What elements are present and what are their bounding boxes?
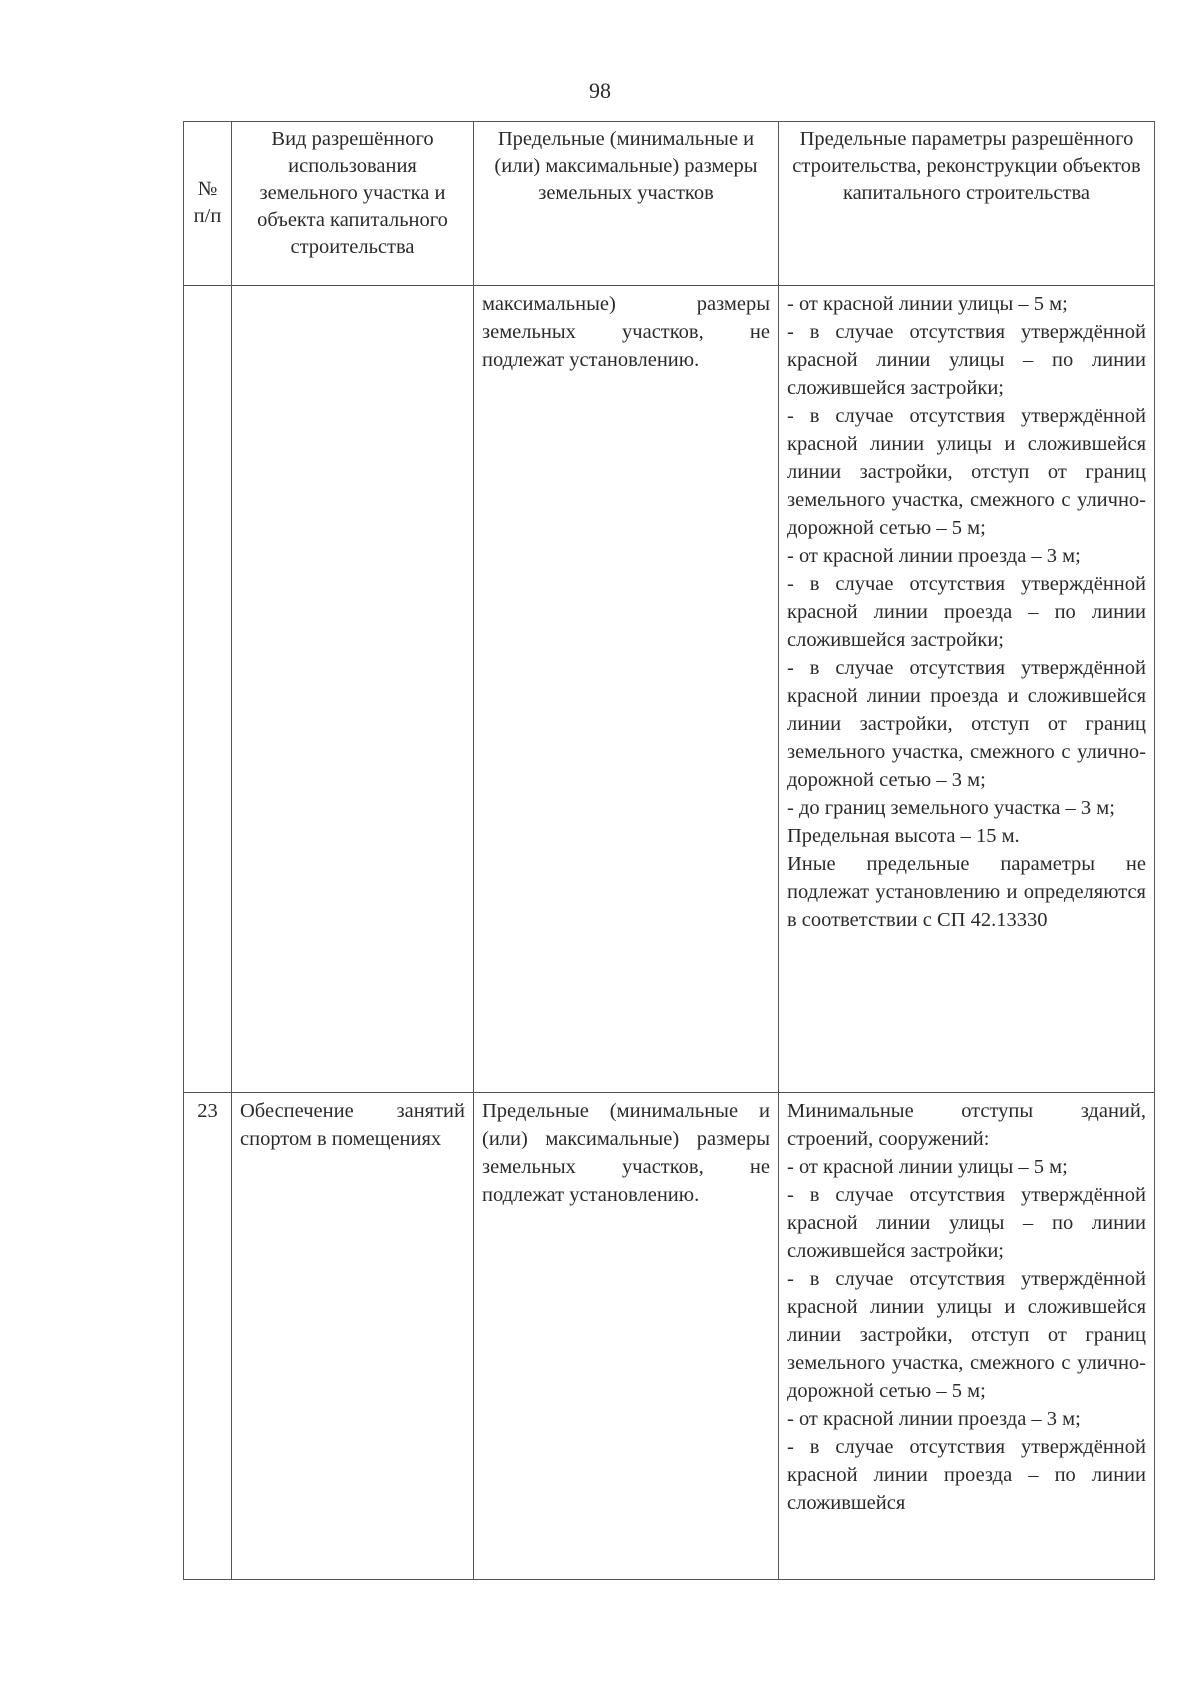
param-line: - в случае отсутствия утверждённой красной линии улицы – по линии сложившейся застройки; (787, 321, 1146, 399)
cell-number (184, 286, 232, 1093)
page-number: 98 (589, 78, 611, 103)
param-line: - до границ земельного участка – 3 м; (787, 797, 1115, 819)
param-line: - от красной линии улицы – 5 м; (787, 293, 1068, 315)
header-build-params: Предельные параметры разрешённого строительства, реконструкции объектов капитального строительства (779, 122, 1155, 286)
param-line: - в случае отсутствия утверждённой красной линии улицы и сложившейся линии застройки, отступ от границ земельного участка, смежного с улично-дорожной сетью – 5 м; (787, 405, 1146, 539)
header-plot-sizes: Предельные (минимальные и (или) максимальные) размеры земельных участков (474, 122, 779, 286)
param-line: - в случае отсутствия утверждённой красной линии улицы и сложившейся линии застройки, отступ от границ земельного участка, смежного с улично-дорожной сетью – 5 м; (787, 1268, 1146, 1402)
cell-number: 23 (184, 1093, 232, 1580)
cell-build-params (779, 1093, 1155, 1580)
param-line: Иные предельные параметры не подлежат установлению и определяются в соответствии с СП 42.13330 (787, 853, 1146, 931)
cell-plot-sizes: максимальные) размеры земельных участков, не подлежат установлению. (474, 286, 779, 1093)
cell-use-type: Обеспечение занятий спортом в помещениях (232, 1093, 474, 1580)
param-line: - в случае отсутствия утверждённой красной линии проезда и сложившейся линии застройки, отступ от границ земельного участка, смежного с улично-дорожной сетью – 3 м; (787, 657, 1146, 791)
cell-build-params (779, 286, 1155, 1093)
param-line: - от красной линии проезда – 3 м; (787, 545, 1081, 567)
param-line: - от красной линии проезда – 3 м; (787, 1408, 1081, 1430)
param-line: - в случае отсутствия утверждённой красной линии проезда – по линии сложившейся (787, 1436, 1146, 1514)
param-line: - в случае отсутствия утверждённой красной линии улицы – по линии сложившейся застройки; (787, 1184, 1146, 1262)
param-line: - от красной линии улицы – 5 м; (787, 1156, 1068, 1178)
cell-use-type (232, 286, 474, 1093)
header-number: № п/п (184, 122, 232, 286)
table-row (184, 1093, 1155, 1580)
param-line: Минимальные отступы зданий, строений, сооружений: (787, 1100, 1146, 1150)
table-row (184, 286, 1155, 1093)
param-line: - в случае отсутствия утверждённой красной линии проезда – по линии сложившейся застройки; (787, 573, 1146, 651)
cell-plot-sizes: Предельные (минимальные и (или) максимальные) размеры земельных участков, не подлежат установлению. (474, 1093, 779, 1580)
table-header-row (184, 122, 1155, 286)
regulations-table (183, 121, 1155, 1580)
header-use-type: Вид разрешённого использования земельного участка и объекта капитального строительства (232, 122, 474, 286)
param-line: Предельная высота – 15 м. (787, 825, 1020, 847)
